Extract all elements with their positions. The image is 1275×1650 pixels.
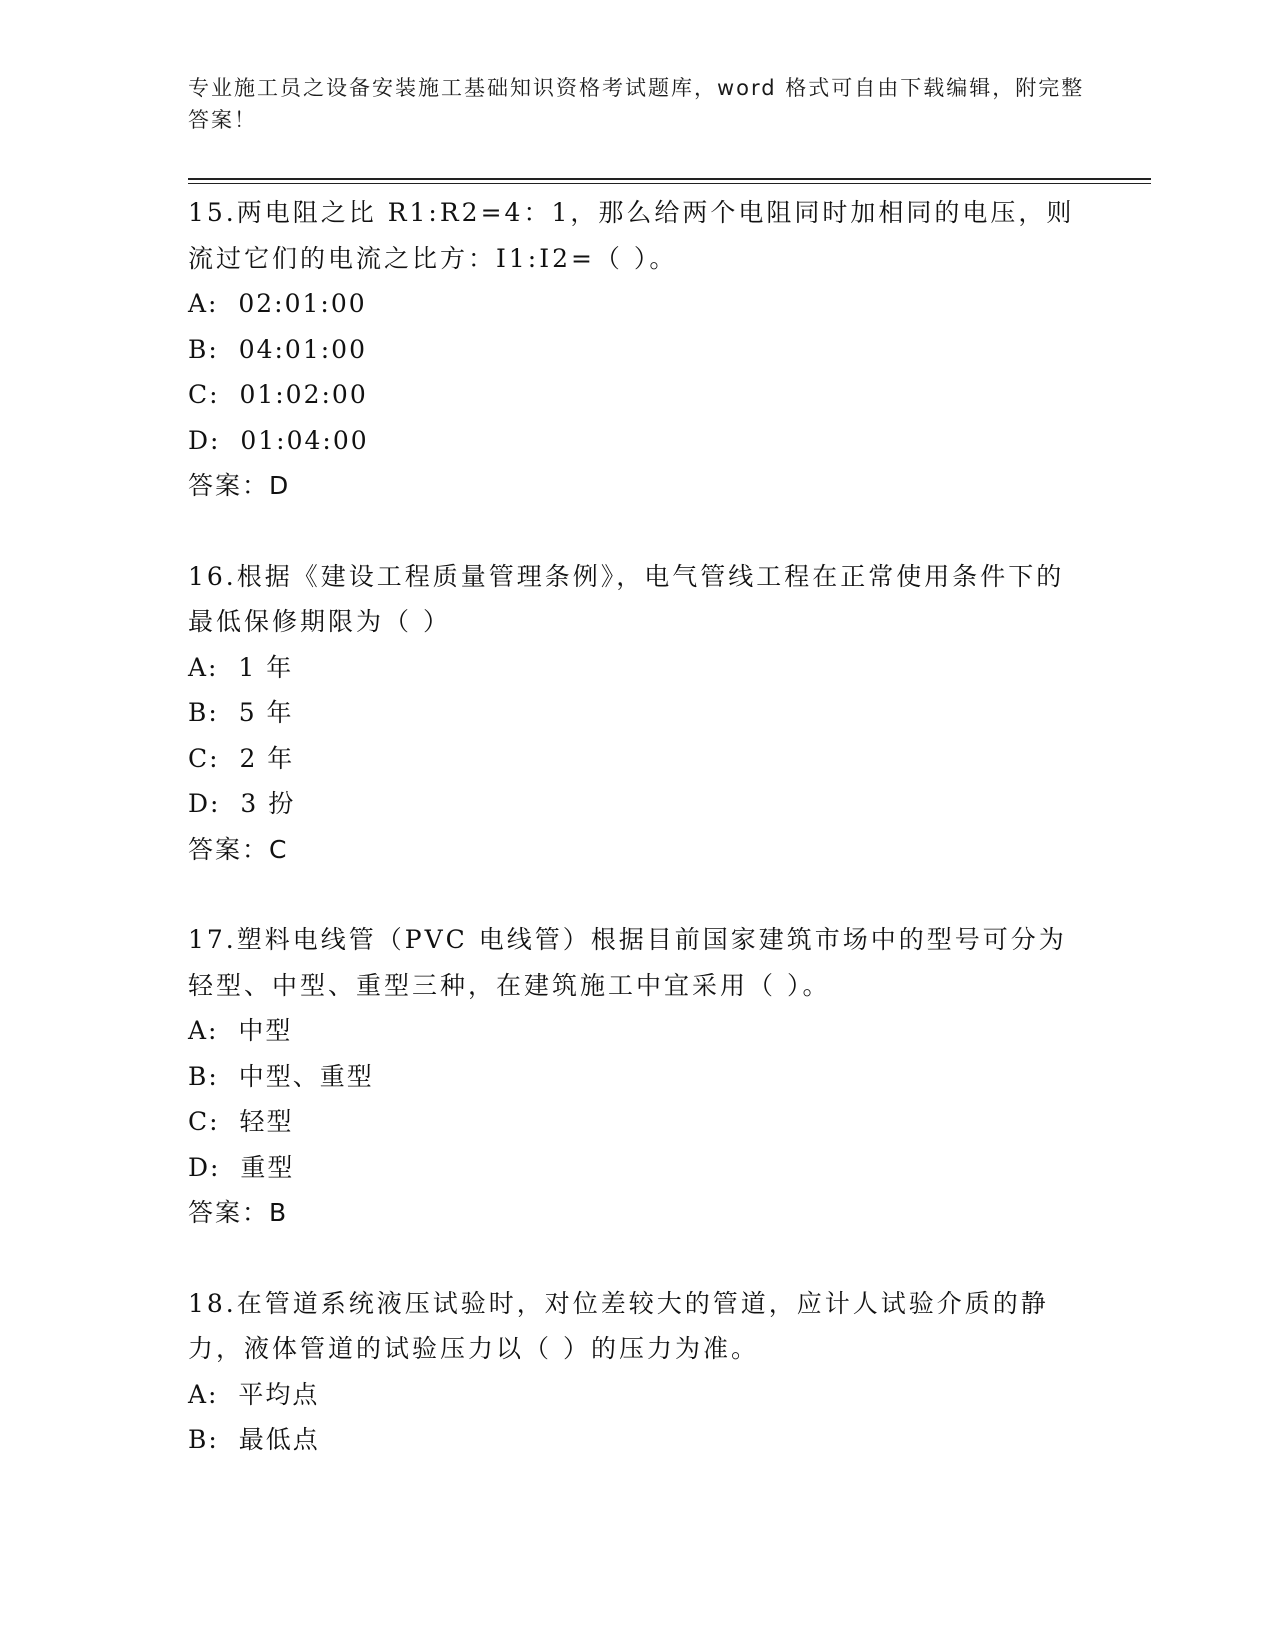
option-b: B: 5 年 (188, 698, 294, 727)
answer-line: 答案：C (188, 834, 289, 864)
option-d: D: 3 扮 (188, 789, 296, 818)
option-a: A: 1 年 (188, 652, 294, 682)
option-c: C: 轻型 (188, 1107, 294, 1136)
question-text: 15.两电阻之比 R1:R2=4：1，那么给两个电阻同时加相同的电压，则流过它们的电流之比方：I1:I2=（ ）。 (188, 198, 1075, 273)
question-15 (188, 190, 1088, 509)
answer-line: 答案：D (188, 471, 291, 500)
option-a: A: 02:01:00 (188, 289, 367, 318)
header-rule-thick (188, 178, 1151, 180)
question-16 (188, 554, 1088, 873)
option-b: B: 最低点 (188, 1425, 320, 1454)
option-d: D: 重型 (188, 1152, 295, 1182)
option-a: A: 平均点 (188, 1379, 320, 1409)
question-text: 18.在管道系统液压试验时，对位差较大的管道，应计人试验介质的静力，液体管道的试验压力以（ ）的压力为准。 (188, 1288, 1049, 1363)
option-b: B: 中型、重型 (188, 1061, 374, 1091)
document-header: 专业施工员之设备安装施工基础知识资格考试题库，word 格式可自由下载编辑，附完整答案！ (188, 76, 1085, 132)
answer-line: 答案：B (188, 1198, 289, 1227)
option-b: B: 04:01:00 (188, 334, 367, 364)
question-text: 17.塑料电线管（PVC 电线管）根据目前国家建筑市场中的型号可分为轻型、中型、重型三种，在建筑施工中宜采用（ ）。 (188, 925, 1067, 1000)
question-list (188, 190, 1088, 1508)
option-a: A: 中型 (188, 1016, 293, 1045)
option-d: D: 01:04:00 (188, 425, 369, 455)
header-rule-thin (188, 183, 1151, 184)
question-text: 16.根据《建设工程质量管理条例》，电气管线工程在正常使用条件下的最低保修期限为（ ） (188, 561, 1065, 636)
option-c: C: 2 年 (188, 743, 295, 773)
question-18 (188, 1281, 1088, 1463)
option-c: C: 01:02:00 (188, 380, 368, 409)
question-17 (188, 917, 1088, 1236)
